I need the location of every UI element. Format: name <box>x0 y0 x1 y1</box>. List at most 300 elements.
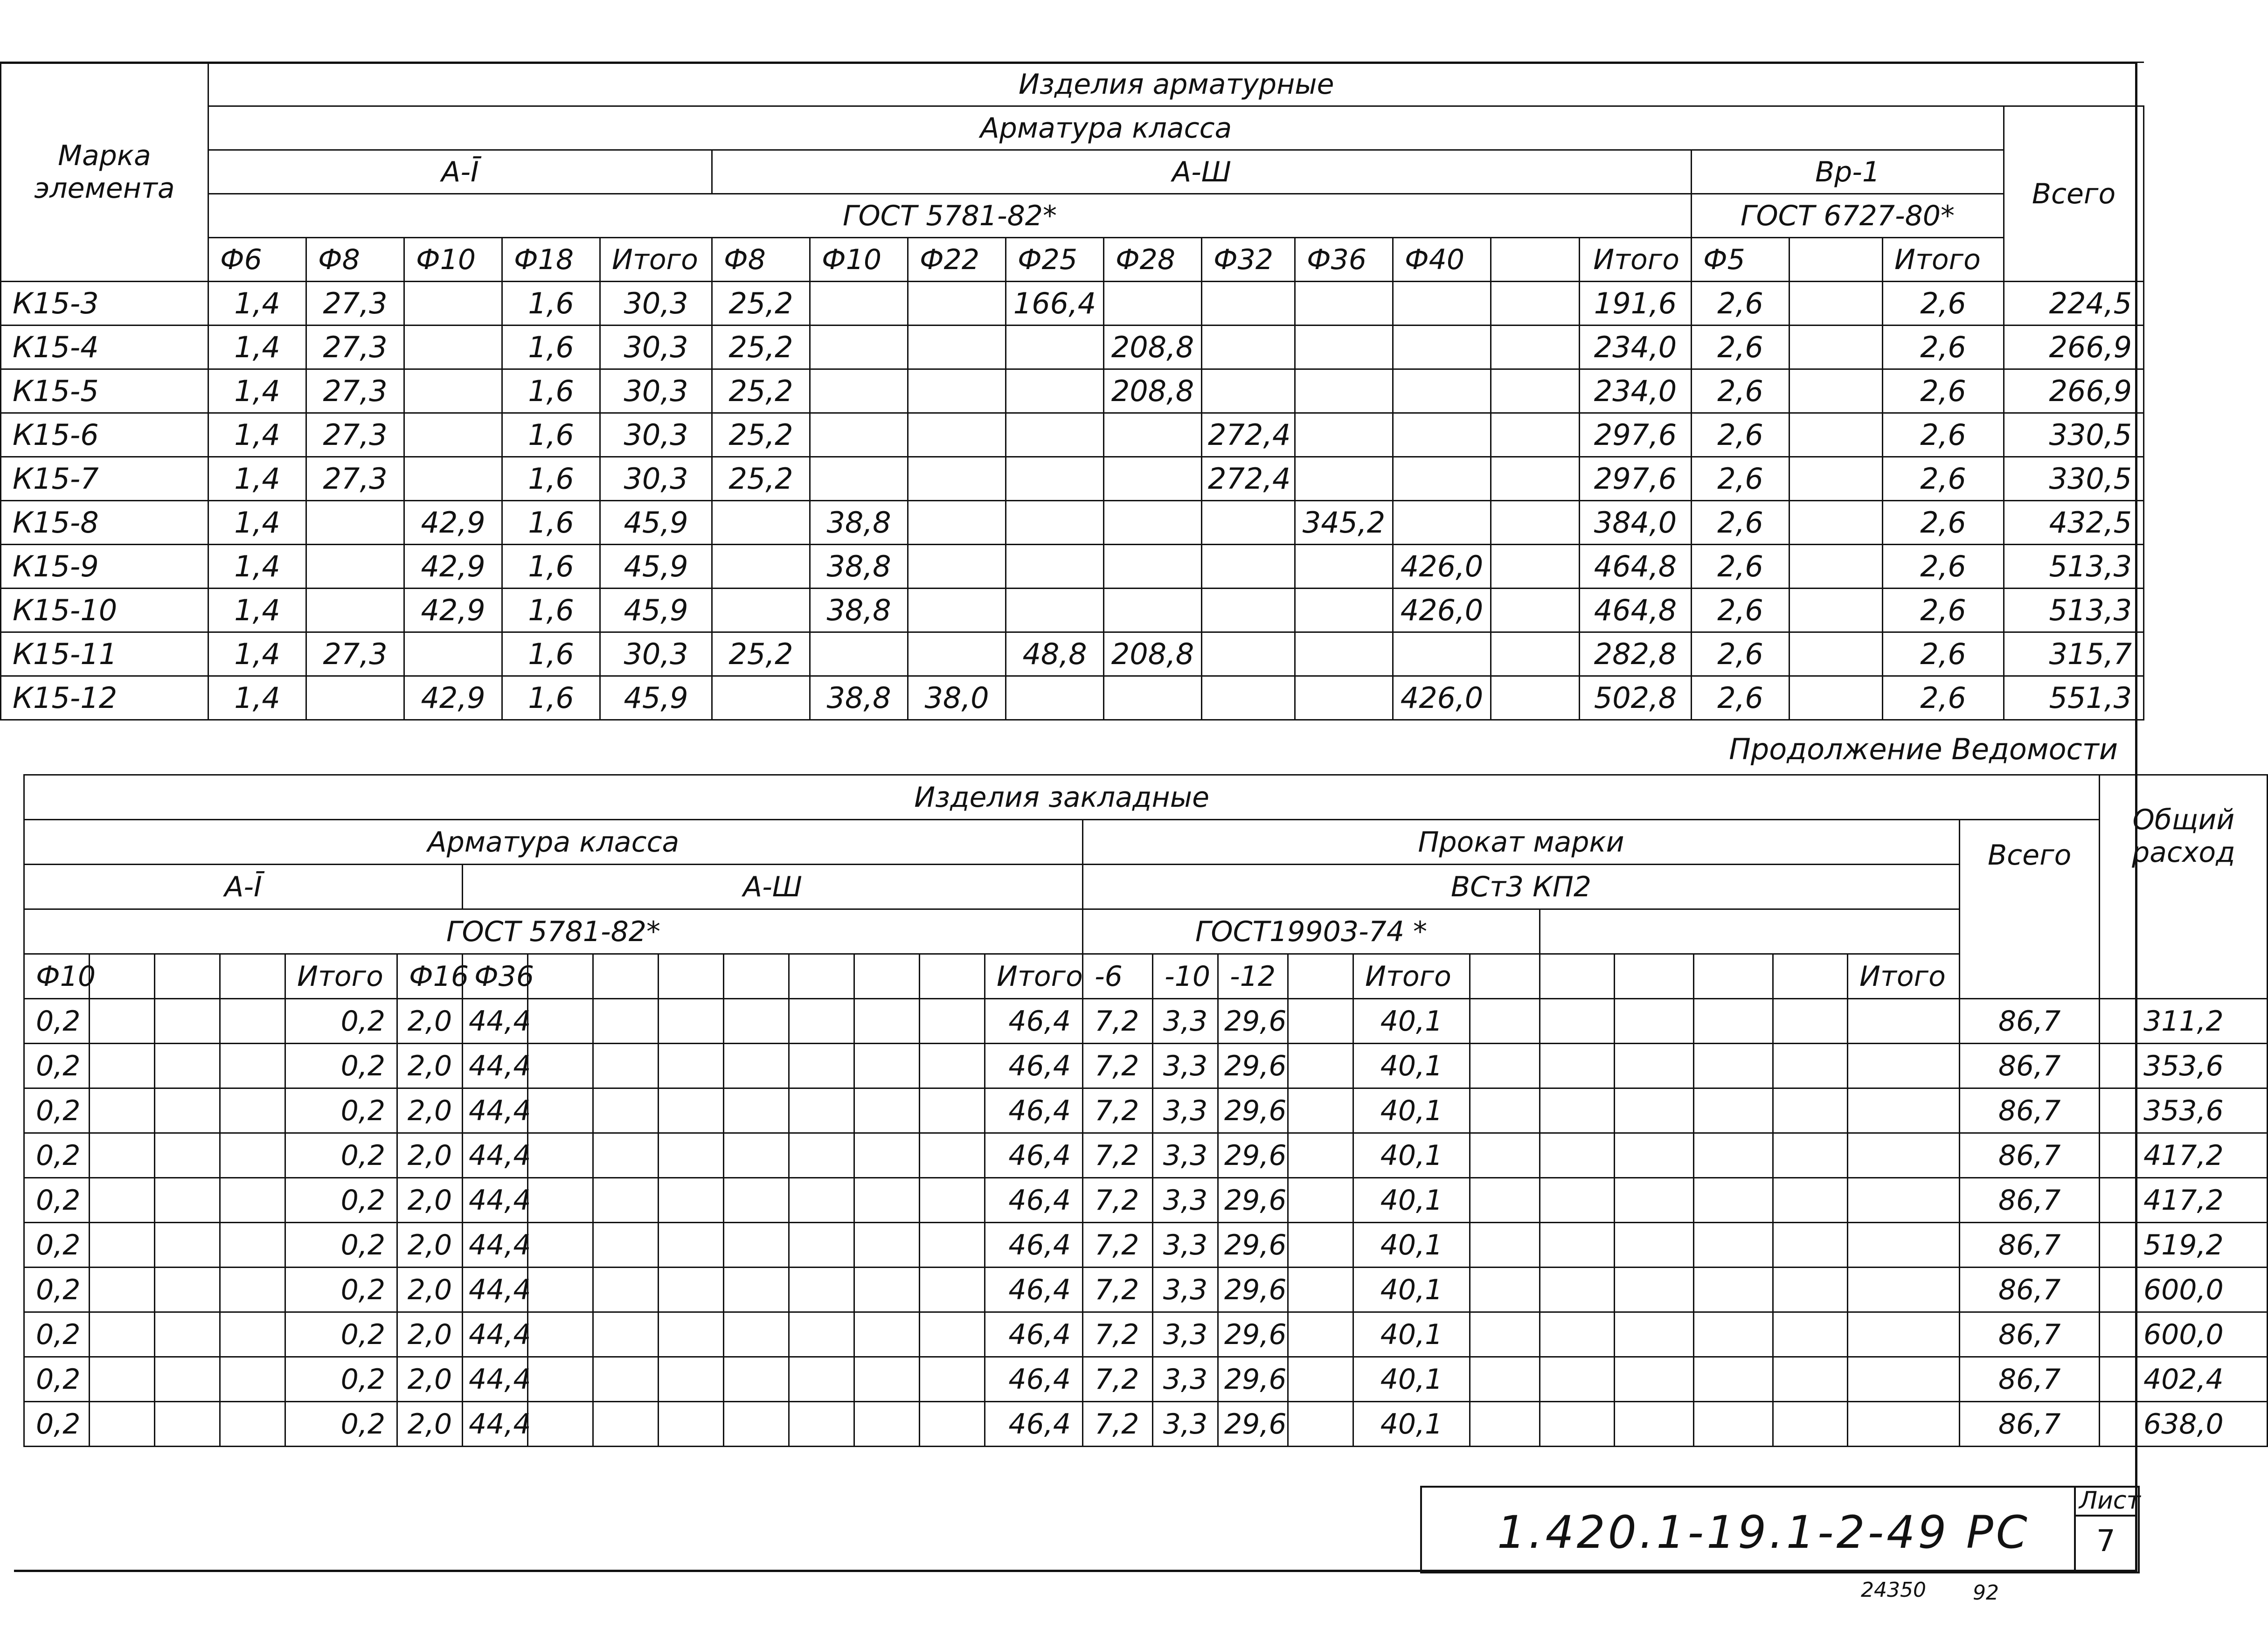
col-header <box>90 954 155 999</box>
col-header: Итого <box>1883 238 2004 282</box>
cell: 38,0 <box>908 676 1006 720</box>
cell <box>593 1044 659 1088</box>
cell: 27,3 <box>306 369 404 413</box>
cell <box>1615 1223 1694 1268</box>
cell <box>1295 369 1393 413</box>
cell <box>920 1357 985 1402</box>
cell: 44,4 <box>463 1223 528 1268</box>
cell: 272,4 <box>1202 413 1295 457</box>
table-row <box>24 1088 2268 1133</box>
cell <box>789 1088 854 1133</box>
cell <box>155 1044 220 1088</box>
cell <box>1848 1223 1960 1268</box>
cell <box>528 999 593 1044</box>
cell: 2,6 <box>1692 589 1789 632</box>
cell <box>1540 1088 1615 1133</box>
col-header: -10 <box>1153 954 1218 999</box>
cell: 1,6 <box>502 589 600 632</box>
cell <box>1848 1312 1960 1357</box>
prokat-header: Прокат марки <box>1083 820 1960 865</box>
col-header: Итого <box>985 954 1083 999</box>
cell <box>1470 1268 1540 1312</box>
col-header: Ф28 <box>1104 238 1202 282</box>
table-row <box>1 282 2144 326</box>
cell <box>659 1357 724 1402</box>
table-row <box>1 326 2144 369</box>
col-header: Ф10 <box>24 954 90 999</box>
cell: 7,2 <box>1083 1268 1153 1312</box>
cell <box>155 1223 220 1268</box>
table-row <box>24 1357 2268 1402</box>
sheet-divider <box>2074 1486 2076 1570</box>
cell: 44,4 <box>463 1312 528 1357</box>
cell <box>528 1402 593 1447</box>
cell: 2,6 <box>1692 501 1789 545</box>
element-mark: К15-8 <box>1 501 208 545</box>
cell <box>712 501 810 545</box>
cell: 0,2 <box>285 1223 397 1268</box>
col-header <box>155 954 220 999</box>
cell <box>1773 1133 1848 1178</box>
cell <box>1491 413 1580 457</box>
cell <box>155 999 220 1044</box>
cell <box>1491 369 1580 413</box>
cell <box>1470 1088 1540 1133</box>
element-mark: К15-5 <box>1 369 208 413</box>
cell: 0,2 <box>285 1133 397 1178</box>
sheet-divider-h <box>2074 1515 2136 1517</box>
cell: 2,6 <box>1692 457 1789 501</box>
table-row <box>24 1223 2268 1268</box>
cell <box>1393 326 1491 369</box>
footer-number-left: 24350 <box>1861 1578 1926 1602</box>
row-total: 86,7 <box>1960 1223 2100 1268</box>
cell: 2,6 <box>1883 589 2004 632</box>
cell: 166,4 <box>1006 282 1104 326</box>
cell: 29,6 <box>1218 1088 1288 1133</box>
col-header: Ф6 <box>208 238 306 282</box>
cell: 27,3 <box>306 632 404 676</box>
cell <box>404 326 502 369</box>
cell: 25,2 <box>712 632 810 676</box>
col-header: Ф5 <box>1692 238 1789 282</box>
cell: 2,6 <box>1883 369 2004 413</box>
steel-grade: ВСт3 КП2 <box>1083 865 1960 909</box>
cell <box>1789 413 1883 457</box>
cell <box>1540 1178 1615 1223</box>
cell: 44,4 <box>463 1357 528 1402</box>
cell <box>920 999 985 1044</box>
cell: 272,4 <box>1202 457 1295 501</box>
cell <box>1694 1178 1773 1223</box>
cell <box>1202 632 1295 676</box>
cell <box>724 1402 789 1447</box>
cell <box>854 1044 920 1088</box>
cell: 29,6 <box>1218 1223 1288 1268</box>
cell <box>1006 413 1104 457</box>
col-header <box>528 954 593 999</box>
cell: 1,6 <box>502 282 600 326</box>
cell <box>908 501 1006 545</box>
col-header <box>920 954 985 999</box>
cell <box>1006 501 1104 545</box>
element-mark: К15-10 <box>1 589 208 632</box>
cell: 0,2 <box>24 1223 90 1268</box>
cell: 30,3 <box>600 282 712 326</box>
cell <box>1202 282 1295 326</box>
cell: 2,0 <box>397 1312 463 1357</box>
cell <box>1288 1133 1353 1178</box>
cell <box>1202 501 1295 545</box>
cell <box>1615 1268 1694 1312</box>
cell <box>1540 1357 1615 1402</box>
cell <box>920 1133 985 1178</box>
cell <box>1540 1312 1615 1357</box>
cell <box>908 413 1006 457</box>
row-total: 315,7 <box>2004 632 2144 676</box>
col-header <box>1491 238 1580 282</box>
table-row <box>24 1133 2268 1178</box>
table-row <box>24 1044 2268 1088</box>
cell: 46,4 <box>985 1223 1083 1268</box>
col-header <box>1615 954 1694 999</box>
cell: 0,2 <box>285 1044 397 1088</box>
col-header: Ф22 <box>908 238 1006 282</box>
cell <box>854 1312 920 1357</box>
col-header <box>789 954 854 999</box>
cell <box>1202 676 1295 720</box>
cell: 44,4 <box>463 1133 528 1178</box>
cell <box>724 1088 789 1133</box>
cell <box>1006 589 1104 632</box>
cell: 25,2 <box>712 326 810 369</box>
table-row <box>1 545 2144 589</box>
gost-a-label: ГОСТ 5781-82* <box>208 194 1692 238</box>
row-total: 266,9 <box>2004 369 2144 413</box>
cell <box>1615 1133 1694 1178</box>
cell <box>724 1178 789 1223</box>
table-row <box>1 676 2144 720</box>
cell: 40,1 <box>1353 1088 1470 1133</box>
overall-consumption: 417,2 <box>2100 1133 2268 1178</box>
col-header: Ф16 <box>397 954 463 999</box>
cell <box>1202 589 1295 632</box>
embedded-products-table <box>23 774 2268 1447</box>
cell: 2,0 <box>397 1178 463 1223</box>
cell <box>528 1133 593 1178</box>
cell <box>1006 676 1104 720</box>
cell <box>90 1133 155 1178</box>
row-total: 86,7 <box>1960 1133 2100 1178</box>
cell <box>1470 1044 1540 1088</box>
cell <box>908 545 1006 589</box>
cell <box>908 282 1006 326</box>
top-total-header: Всего <box>2004 106 2144 282</box>
cell <box>789 1357 854 1402</box>
cell <box>220 999 285 1044</box>
row-total: 513,3 <box>2004 545 2144 589</box>
cell: 2,6 <box>1692 632 1789 676</box>
col-header: Ф40 <box>1393 238 1491 282</box>
element-mark: К15-9 <box>1 545 208 589</box>
cell <box>1202 326 1295 369</box>
table-row <box>1 413 2144 457</box>
cell: 3,3 <box>1153 999 1218 1044</box>
cell: 1,6 <box>502 632 600 676</box>
cell <box>593 1312 659 1357</box>
cell: 464,8 <box>1580 589 1692 632</box>
cell <box>1288 1268 1353 1312</box>
table-row <box>24 1268 2268 1312</box>
cell: 29,6 <box>1218 1133 1288 1178</box>
cell <box>1288 1088 1353 1133</box>
cell: 297,6 <box>1580 457 1692 501</box>
cell <box>220 1133 285 1178</box>
cell: 191,6 <box>1580 282 1692 326</box>
overall-header: Общий расход <box>2100 775 2268 999</box>
cell <box>155 1268 220 1312</box>
cell: 0,2 <box>24 1312 90 1357</box>
cell <box>1694 1312 1773 1357</box>
cell <box>1491 545 1580 589</box>
cell <box>1393 282 1491 326</box>
element-mark: К15-11 <box>1 632 208 676</box>
col-header: -12 <box>1218 954 1288 999</box>
cell <box>528 1357 593 1402</box>
overall-consumption: 353,6 <box>2100 1088 2268 1133</box>
top-subtitle: Арматура класса <box>208 106 2004 150</box>
cell <box>724 1268 789 1312</box>
cell <box>1789 326 1883 369</box>
top-title: Изделия арматурные <box>208 62 2144 106</box>
cell <box>1104 501 1202 545</box>
col-header: Итого <box>600 238 712 282</box>
cell: 0,2 <box>285 1088 397 1133</box>
cell <box>1615 999 1694 1044</box>
cell <box>593 1402 659 1447</box>
cell <box>1773 1312 1848 1357</box>
cell <box>593 1223 659 1268</box>
cell: 1,4 <box>208 632 306 676</box>
cell <box>920 1178 985 1223</box>
overall-consumption: 311,2 <box>2100 999 2268 1044</box>
cell <box>528 1223 593 1268</box>
cell: 27,3 <box>306 282 404 326</box>
cell <box>810 413 908 457</box>
cell <box>90 1178 155 1223</box>
cell: 2,6 <box>1692 369 1789 413</box>
cell: 38,8 <box>810 545 908 589</box>
cell: 2,0 <box>397 1223 463 1268</box>
cell <box>789 1044 854 1088</box>
cell <box>1104 545 1202 589</box>
cell <box>1104 413 1202 457</box>
cell: 0,2 <box>24 1402 90 1447</box>
cell <box>90 1268 155 1312</box>
cell <box>724 1312 789 1357</box>
overall-consumption: 600,0 <box>2100 1312 2268 1357</box>
cell <box>1773 1357 1848 1402</box>
cell <box>854 999 920 1044</box>
cell <box>659 1088 724 1133</box>
cell: 40,1 <box>1353 1223 1470 1268</box>
cell <box>712 545 810 589</box>
cell: 2,6 <box>1692 282 1789 326</box>
cell: 7,2 <box>1083 999 1153 1044</box>
cell <box>1540 999 1615 1044</box>
cell <box>1615 1402 1694 1447</box>
cell: 40,1 <box>1353 1312 1470 1357</box>
cell <box>659 1402 724 1447</box>
cell <box>1288 999 1353 1044</box>
cell <box>1848 1178 1960 1223</box>
cell: 44,4 <box>463 1088 528 1133</box>
cell <box>1789 501 1883 545</box>
cell <box>1288 1402 1353 1447</box>
cell: 2,6 <box>1692 545 1789 589</box>
col-header <box>1288 954 1353 999</box>
cell <box>1615 1044 1694 1088</box>
cell <box>1295 282 1393 326</box>
cell: 2,6 <box>1692 676 1789 720</box>
col-header: Ф25 <box>1006 238 1104 282</box>
cell: 46,4 <box>985 1357 1083 1402</box>
cell: 1,4 <box>208 676 306 720</box>
continuation-caption: Продолжение Ведомости <box>1729 732 2118 766</box>
cell: 40,1 <box>1353 1044 1470 1088</box>
cell <box>1006 369 1104 413</box>
col-header <box>1470 954 1540 999</box>
cell <box>404 457 502 501</box>
cell <box>1288 1178 1353 1223</box>
cell <box>920 1312 985 1357</box>
cell: 2,6 <box>1883 457 2004 501</box>
cell <box>920 1268 985 1312</box>
col-header: Итого <box>1848 954 1960 999</box>
cell <box>1694 999 1773 1044</box>
cell <box>1491 457 1580 501</box>
cell <box>920 1402 985 1447</box>
cell <box>1848 999 1960 1044</box>
cell <box>155 1133 220 1178</box>
cell <box>1470 1357 1540 1402</box>
col-header <box>593 954 659 999</box>
cell <box>220 1223 285 1268</box>
cell <box>1615 1312 1694 1357</box>
cell <box>854 1268 920 1312</box>
cell <box>1694 1268 1773 1312</box>
cell: 38,8 <box>810 676 908 720</box>
cell: 1,6 <box>502 545 600 589</box>
cell: 1,6 <box>502 676 600 720</box>
cell: 25,2 <box>712 413 810 457</box>
cell <box>810 326 908 369</box>
cell: 7,2 <box>1083 1133 1153 1178</box>
cell: 0,2 <box>24 1088 90 1133</box>
overall-consumption: 519,2 <box>2100 1223 2268 1268</box>
cell: 29,6 <box>1218 1044 1288 1088</box>
cell: 2,6 <box>1692 413 1789 457</box>
row-total: 86,7 <box>1960 1178 2100 1223</box>
cell <box>220 1402 285 1447</box>
row-total: 224,5 <box>2004 282 2144 326</box>
cell <box>593 1178 659 1223</box>
cell <box>220 1088 285 1133</box>
cell: 2,0 <box>397 1044 463 1088</box>
cell <box>306 589 404 632</box>
cell: 46,4 <box>985 1402 1083 1447</box>
cell: 30,3 <box>600 369 712 413</box>
cell: 3,3 <box>1153 1088 1218 1133</box>
cell: 7,2 <box>1083 1044 1153 1088</box>
cell: 46,4 <box>985 999 1083 1044</box>
top-title-row <box>1 62 2144 106</box>
cell <box>1694 1133 1773 1178</box>
cell <box>1789 282 1883 326</box>
bottom-class-a1: А-Ī <box>24 865 463 909</box>
cell: 3,3 <box>1153 1044 1218 1088</box>
cell <box>1848 1402 1960 1447</box>
cell: 426,0 <box>1393 676 1491 720</box>
cell <box>1295 589 1393 632</box>
cell <box>404 369 502 413</box>
table-row <box>24 999 2268 1044</box>
cell <box>712 589 810 632</box>
cell <box>920 1044 985 1088</box>
col-header: -6 <box>1083 954 1153 999</box>
cell: 25,2 <box>712 457 810 501</box>
cell: 42,9 <box>404 501 502 545</box>
cell <box>1615 1357 1694 1402</box>
cell <box>1540 1044 1615 1088</box>
cell: 3,3 <box>1153 1312 1218 1357</box>
armature-products-table <box>0 62 2144 721</box>
cell: 42,9 <box>404 676 502 720</box>
cell: 27,3 <box>306 326 404 369</box>
cell: 44,4 <box>463 1268 528 1312</box>
cell <box>90 1044 155 1088</box>
cell <box>1773 1402 1848 1447</box>
cell <box>724 1044 789 1088</box>
cell: 30,3 <box>600 457 712 501</box>
col-header <box>1789 238 1883 282</box>
col-header: Ф10 <box>404 238 502 282</box>
row-total: 86,7 <box>1960 1088 2100 1133</box>
cell: 0,2 <box>24 999 90 1044</box>
cell <box>90 1223 155 1268</box>
cell: 282,8 <box>1580 632 1692 676</box>
cell <box>1295 413 1393 457</box>
bottom-total-header: Всего <box>1960 820 2100 999</box>
cell: 40,1 <box>1353 1133 1470 1178</box>
cell <box>1006 545 1104 589</box>
cell: 7,2 <box>1083 1312 1153 1357</box>
cell <box>90 999 155 1044</box>
table-row <box>1 632 2144 676</box>
col-header <box>1773 954 1848 999</box>
cell: 46,4 <box>985 1312 1083 1357</box>
cell: 1,4 <box>208 457 306 501</box>
cell: 3,3 <box>1153 1133 1218 1178</box>
cell <box>789 1133 854 1178</box>
cell: 42,9 <box>404 545 502 589</box>
cell <box>1104 589 1202 632</box>
cell <box>1848 1133 1960 1178</box>
cell <box>1773 1268 1848 1312</box>
bottom-table-body <box>24 999 2268 1447</box>
cell <box>854 1133 920 1178</box>
row-total: 86,7 <box>1960 1044 2100 1088</box>
